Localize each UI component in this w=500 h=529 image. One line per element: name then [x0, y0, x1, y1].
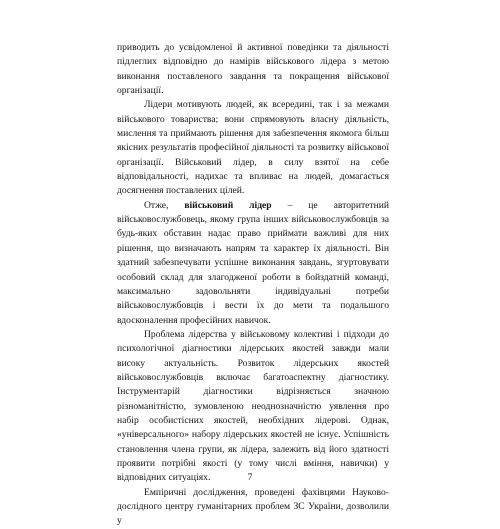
- paragraph-5: Емпіричні дослідження, проведені фахівцями Науково-дослідного центру гуманітарних проблем ЗС України, дозволили у: [117, 486, 389, 527]
- paragraph-2: Лідери мотивують людей, як всередині, так і за межами військового товариства; вони спрямовують власну діяльність, мислення та приймають рішення для забезпечення якомога більш якісних результатів професійної діяльності та розвитку військової організації. Військовий лідер, в силу взятої на себе відповідальності, надихає та впливає на людей, домагається досягнення поставлених цілей.: [117, 99, 389, 197]
- body-text: [117, 41, 389, 529]
- paragraph-1: приводить до усвідомленої й активної поведінки та діяльності підлеглих відповідно до намірів військового лідера з метою виконання поставленого завдання та покращення військової організації.: [117, 42, 389, 97]
- paragraph-3: [117, 199, 389, 328]
- paragraph-3-lead: Отже,: [144, 199, 185, 211]
- paragraph-3-body: – це авторитетний військовослужбовець, якому група інших військовослужбовців за будь-яких обставин надає право приймати важливі для них рішення, що визначають напрям та характер їх діяльності. Він здатний забезпечувати успішне виконання завдань, згуртовувати особовий склад для злагодженої роботи в бойздатній команді, максимально задовольняти індивідуальні потреби військовослужбовців і вести їх до мети та подальшого вдосконалення професійних навичок.: [117, 199, 390, 326]
- paragraph-4: Проблема лідерства у військовому колективі і підходи до психологічної діагностики лідерських якостей завжди мали високу актуальність. Розвиток лідерських якостей військовослужбовців включає багатоаспектну діагностику. Інструментарій діагностики відрізняється значною різноманітністю, зумовленою неоднозначністю уявлення про набір особистісних якостей, необхідних лідерові. Однак, «універсального» набору лідерських якостей не існує. Успішність становлення члена групи, як лідера, залежить від його здатності проявити потрібні якості (у тому числі вміння, навички) у відповідних ситуаціях.: [117, 328, 389, 484]
- page-number: 7: [247, 472, 253, 483]
- term-military-leader: військовий лідер: [184, 199, 272, 211]
